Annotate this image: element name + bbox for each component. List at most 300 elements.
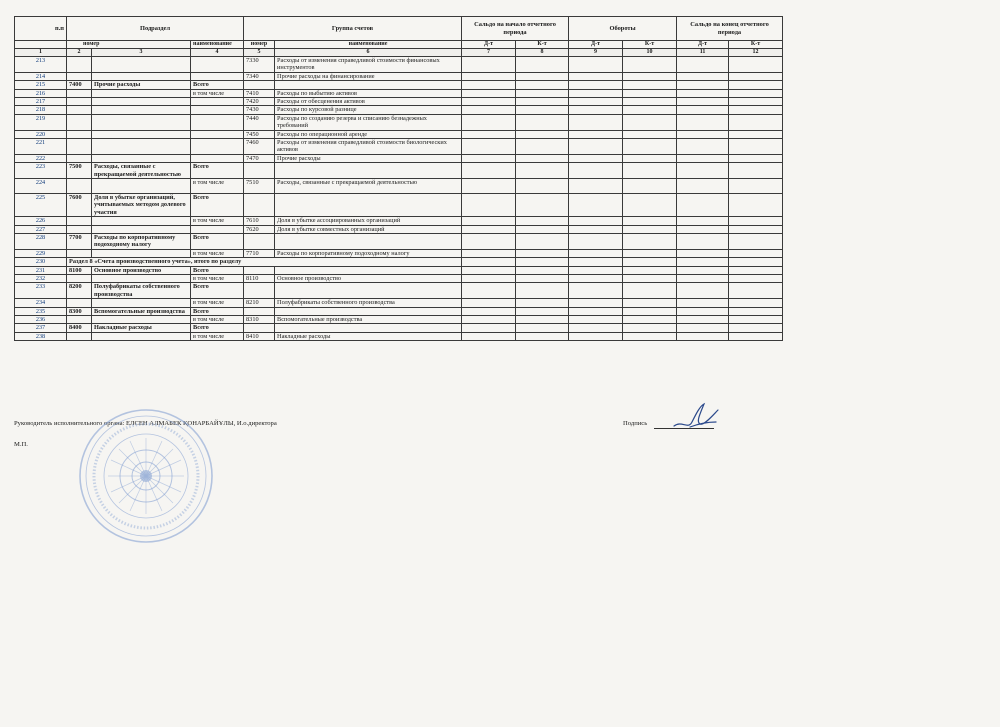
table-row: [15, 139, 783, 155]
column-index-3: 3: [92, 49, 191, 57]
account-number: [244, 324, 275, 332]
subsection-number: 7700: [67, 233, 92, 249]
subsection-name: Расходы по корпоративному подоходному налогу: [92, 233, 191, 249]
column-index-10: 10: [623, 49, 677, 57]
amount-cell: [623, 332, 677, 340]
account-number: 7610: [244, 217, 275, 225]
row-number: 229: [15, 249, 67, 257]
trial-balance-table: [14, 16, 783, 341]
amount-cell: [516, 89, 569, 97]
amount-cell: [462, 81, 516, 89]
amount-cell: [462, 274, 516, 282]
header-dt1: Д-т: [462, 41, 516, 49]
amount-cell: [516, 258, 569, 266]
column-index-4: 4: [191, 49, 244, 57]
amount-cell: [516, 225, 569, 233]
subsection-number: [67, 179, 92, 194]
amount-cell: [569, 266, 623, 274]
total-label: [191, 139, 244, 155]
amount-cell: [516, 154, 569, 162]
amount-cell: [462, 324, 516, 332]
row-number: 228: [15, 233, 67, 249]
amount-cell: [462, 154, 516, 162]
amount-cell: [516, 283, 569, 299]
amount-cell: [677, 163, 729, 179]
amount-cell: [623, 72, 677, 80]
amount-cell: [729, 299, 783, 307]
subsection-name: Доля в убытке организаций, учитываемых методом долевого участия: [92, 193, 191, 216]
amount-cell: [623, 179, 677, 194]
amount-cell: [516, 81, 569, 89]
amount-cell: [677, 332, 729, 340]
amount-cell: [623, 163, 677, 179]
amount-cell: [623, 114, 677, 130]
total-label: Всего: [191, 266, 244, 274]
subsection-name: [92, 225, 191, 233]
table-row: [15, 163, 783, 179]
amount-cell: [569, 154, 623, 162]
amount-cell: [623, 139, 677, 155]
row-number: 226: [15, 217, 67, 225]
subsection-name: [92, 217, 191, 225]
row-number: 220: [15, 130, 67, 138]
account-name: Расходы по выбытию активов: [275, 89, 462, 97]
account-name: Расходы по созданию резерва и списанию безнадежных требований: [275, 114, 462, 130]
column-index-7: 7: [462, 49, 516, 57]
total-label: [191, 225, 244, 233]
amount-cell: [729, 139, 783, 155]
row-number: 238: [15, 332, 67, 340]
account-name: Расходы по корпоративному подоходному налогу: [275, 249, 462, 257]
amount-cell: [677, 274, 729, 282]
amount-cell: [516, 163, 569, 179]
amount-cell: [569, 315, 623, 323]
account-name: Прочие расходы: [275, 154, 462, 162]
amount-cell: [729, 81, 783, 89]
column-index-2: 2: [67, 49, 92, 57]
amount-cell: [677, 57, 729, 73]
header-kt1: К-т: [516, 41, 569, 49]
table-row: [15, 315, 783, 323]
amount-cell: [623, 106, 677, 114]
table-row: [15, 249, 783, 257]
row-number: 236: [15, 315, 67, 323]
amount-cell: [462, 332, 516, 340]
amount-cell: [516, 139, 569, 155]
amount-cell: [677, 249, 729, 257]
amount-cell: [462, 193, 516, 216]
amount-cell: [569, 225, 623, 233]
row-number: 230: [15, 258, 67, 266]
total-label: Всего: [191, 283, 244, 299]
subsection-number: 7400: [67, 81, 92, 89]
subsection-number: [67, 106, 92, 114]
account-number: 7420: [244, 98, 275, 106]
header-closing-balance: Сальдо на конец отчетного периода: [677, 17, 783, 41]
amount-cell: [462, 299, 516, 307]
row-number: 235: [15, 307, 67, 315]
amount-cell: [569, 98, 623, 106]
amount-cell: [516, 299, 569, 307]
amount-cell: [677, 89, 729, 97]
amount-cell: [623, 81, 677, 89]
amount-cell: [729, 154, 783, 162]
total-label: Всего: [191, 193, 244, 216]
amount-cell: [569, 233, 623, 249]
header-subsection: Подраздел: [67, 17, 244, 41]
amount-cell: [462, 163, 516, 179]
amount-cell: [729, 98, 783, 106]
account-name: [275, 193, 462, 216]
amount-cell: [623, 324, 677, 332]
account-number: [244, 266, 275, 274]
amount-cell: [462, 225, 516, 233]
subsection-name: [92, 299, 191, 307]
account-name: Расходы от изменения справедливой стоимости финансовых инструментов: [275, 57, 462, 73]
header-blank: [15, 41, 67, 49]
account-name: Расходы по операционной аренде: [275, 130, 462, 138]
amount-cell: [462, 98, 516, 106]
amount-cell: [569, 57, 623, 73]
total-label: Всего: [191, 233, 244, 249]
total-label: [191, 106, 244, 114]
amount-cell: [677, 324, 729, 332]
amount-cell: [462, 307, 516, 315]
table-row: [15, 332, 783, 340]
amount-cell: [729, 233, 783, 249]
amount-cell: [516, 274, 569, 282]
amount-cell: [569, 106, 623, 114]
amount-cell: [623, 258, 677, 266]
subsection-name: [92, 98, 191, 106]
table-row: [15, 233, 783, 249]
account-number: 7460: [244, 139, 275, 155]
amount-cell: [677, 72, 729, 80]
row-number: 234: [15, 299, 67, 307]
amount-cell: [677, 130, 729, 138]
amount-cell: [623, 249, 677, 257]
total-label: Всего: [191, 307, 244, 315]
subsection-number: [67, 98, 92, 106]
account-name: [275, 163, 462, 179]
amount-cell: [677, 266, 729, 274]
amount-cell: [462, 233, 516, 249]
amount-cell: [462, 57, 516, 73]
amount-cell: [462, 258, 516, 266]
amount-cell: [623, 154, 677, 162]
amount-cell: [516, 98, 569, 106]
column-index-11: 11: [677, 49, 729, 57]
total-label: в том числе: [191, 315, 244, 323]
amount-cell: [569, 72, 623, 80]
column-index-5: 5: [244, 49, 275, 57]
account-name: Расходы по курсовой разнице: [275, 106, 462, 114]
total-label: [191, 114, 244, 130]
amount-cell: [677, 258, 729, 266]
amount-cell: [677, 179, 729, 194]
total-label: Всего: [191, 81, 244, 89]
section-title: Раздел 8 «Счета производственного учета», итого по разделу: [67, 258, 462, 266]
amount-cell: [516, 130, 569, 138]
amount-cell: [569, 81, 623, 89]
total-label: в том числе: [191, 217, 244, 225]
row-number: 218: [15, 106, 67, 114]
subsection-number: [67, 57, 92, 73]
amount-cell: [729, 179, 783, 194]
amount-cell: [516, 217, 569, 225]
subsection-number: [67, 225, 92, 233]
table-row: [15, 98, 783, 106]
amount-cell: [462, 315, 516, 323]
amount-cell: [729, 307, 783, 315]
account-number: 8410: [244, 332, 275, 340]
table-row: [15, 283, 783, 299]
amount-cell: [729, 315, 783, 323]
amount-cell: [677, 114, 729, 130]
amount-cell: [729, 274, 783, 282]
table-row: [15, 217, 783, 225]
account-number: [244, 283, 275, 299]
subsection-name: Основное производство: [92, 266, 191, 274]
table-row: [15, 81, 783, 89]
subsection-name: [92, 274, 191, 282]
header-account-group: Группа счетов: [244, 17, 462, 41]
total-label: [191, 130, 244, 138]
amount-cell: [516, 332, 569, 340]
official-seal-icon: [78, 408, 214, 544]
subsection-number: [67, 332, 92, 340]
account-number: 7710: [244, 249, 275, 257]
table-row: [15, 106, 783, 114]
account-number: 7440: [244, 114, 275, 130]
row-number: 213: [15, 57, 67, 73]
subsection-name: Расходы, связанные с прекращаемой деятельностью: [92, 163, 191, 179]
table-row: [15, 274, 783, 282]
account-name: Расходы от обесценения активов: [275, 98, 462, 106]
account-name: Прочие расходы на финансирование: [275, 72, 462, 80]
row-number: 219: [15, 114, 67, 130]
subsection-number: [67, 139, 92, 155]
subsection-number: 7500: [67, 163, 92, 179]
account-number: 7620: [244, 225, 275, 233]
amount-cell: [516, 179, 569, 194]
amount-cell: [569, 307, 623, 315]
total-label: в том числе: [191, 332, 244, 340]
subsection-name: Полуфабрикаты собственного производства: [92, 283, 191, 299]
amount-cell: [623, 89, 677, 97]
amount-cell: [462, 72, 516, 80]
amount-cell: [569, 179, 623, 194]
account-name: Доля в убытке ассоциированных организаций: [275, 217, 462, 225]
amount-cell: [462, 89, 516, 97]
subsection-number: [67, 130, 92, 138]
account-name: Основное производство: [275, 274, 462, 282]
amount-cell: [569, 299, 623, 307]
amount-cell: [623, 233, 677, 249]
table-row: [15, 299, 783, 307]
amount-cell: [677, 106, 729, 114]
account-name: Доля в убытке совместных организаций: [275, 225, 462, 233]
amount-cell: [569, 130, 623, 138]
column-index-12: 12: [729, 49, 783, 57]
table-body: [15, 57, 783, 341]
amount-cell: [462, 249, 516, 257]
subsection-number: [67, 72, 92, 80]
amount-cell: [462, 266, 516, 274]
subsection-name: Накладные расходы: [92, 324, 191, 332]
column-index-6: 6: [275, 49, 462, 57]
total-label: [191, 72, 244, 80]
total-label: в том числе: [191, 249, 244, 257]
table-row: [15, 193, 783, 216]
subsection-number: 8400: [67, 324, 92, 332]
amount-cell: [569, 332, 623, 340]
row-number: 224: [15, 179, 67, 194]
subsection-name: [92, 315, 191, 323]
row-number: 237: [15, 324, 67, 332]
subsection-number: [67, 315, 92, 323]
subsection-number: [67, 217, 92, 225]
amount-cell: [462, 139, 516, 155]
subsection-number: [67, 114, 92, 130]
amount-cell: [516, 114, 569, 130]
column-index-1: 1: [15, 49, 67, 57]
account-name: [275, 283, 462, 299]
table-row: [15, 225, 783, 233]
signature-icon: [670, 400, 722, 434]
amount-cell: [729, 249, 783, 257]
account-number: 7340: [244, 72, 275, 80]
head-signature-line: Руководитель исполнительного органа: ЕЛСЕН АЛМАБЕК ҚОНАРБАЙҰЛЫ, И.о.директора: [14, 420, 277, 427]
total-label: в том числе: [191, 299, 244, 307]
amount-cell: [623, 130, 677, 138]
amount-cell: [623, 315, 677, 323]
header-dt3: Д-т: [677, 41, 729, 49]
amount-cell: [569, 324, 623, 332]
subsection-name: [92, 114, 191, 130]
account-number: 7410: [244, 89, 275, 97]
account-name: Полуфабрикаты собственного производства: [275, 299, 462, 307]
account-name: Накладные расходы: [275, 332, 462, 340]
amount-cell: [516, 106, 569, 114]
account-number: 8110: [244, 274, 275, 282]
subsection-name: [92, 332, 191, 340]
amount-cell: [729, 193, 783, 216]
row-number: 222: [15, 154, 67, 162]
amount-cell: [623, 193, 677, 216]
amount-cell: [516, 324, 569, 332]
amount-cell: [623, 98, 677, 106]
row-number: 214: [15, 72, 67, 80]
amount-cell: [623, 274, 677, 282]
header-npp: п.п: [15, 17, 67, 41]
amount-cell: [516, 315, 569, 323]
table-row: [15, 179, 783, 194]
row-number: 217: [15, 98, 67, 106]
amount-cell: [729, 130, 783, 138]
header-kt2: К-т: [623, 41, 677, 49]
amount-cell: [677, 98, 729, 106]
header-sub-number2: номер: [244, 41, 275, 49]
amount-cell: [462, 179, 516, 194]
account-number: 8310: [244, 315, 275, 323]
account-name: [275, 233, 462, 249]
amount-cell: [677, 307, 729, 315]
amount-cell: [729, 106, 783, 114]
column-index-9: 9: [569, 49, 623, 57]
amount-cell: [516, 193, 569, 216]
subsection-number: 8300: [67, 307, 92, 315]
total-label: в том числе: [191, 89, 244, 97]
amount-cell: [729, 114, 783, 130]
account-number: [244, 307, 275, 315]
total-label: Всего: [191, 163, 244, 179]
account-name: [275, 307, 462, 315]
row-number: 223: [15, 163, 67, 179]
table-row: [15, 266, 783, 274]
amount-cell: [729, 225, 783, 233]
subsection-name: Вспомогательные производства: [92, 307, 191, 315]
header-kt3: К-т: [729, 41, 783, 49]
amount-cell: [516, 72, 569, 80]
amount-cell: [569, 217, 623, 225]
amount-cell: [569, 114, 623, 130]
account-number: 7430: [244, 106, 275, 114]
amount-cell: [677, 233, 729, 249]
amount-cell: [462, 217, 516, 225]
amount-cell: [729, 89, 783, 97]
amount-cell: [729, 72, 783, 80]
account-name: Расходы, связанные с прекращаемой деятельностью: [275, 179, 462, 194]
account-number: [244, 163, 275, 179]
amount-cell: [569, 249, 623, 257]
table-row: [15, 130, 783, 138]
amount-cell: [729, 258, 783, 266]
subsection-name: [92, 154, 191, 162]
table-row: [15, 57, 783, 73]
row-number: 232: [15, 274, 67, 282]
row-number: 221: [15, 139, 67, 155]
total-label: [191, 98, 244, 106]
total-label: [191, 154, 244, 162]
account-number: 7470: [244, 154, 275, 162]
account-name: Расходы от изменения справедливой стоимости биологических активов: [275, 139, 462, 155]
amount-cell: [623, 57, 677, 73]
header-turnover: Обороты: [569, 17, 677, 41]
amount-cell: [677, 283, 729, 299]
amount-cell: [729, 283, 783, 299]
amount-cell: [462, 106, 516, 114]
amount-cell: [462, 114, 516, 130]
amount-cell: [729, 332, 783, 340]
table-row: [15, 307, 783, 315]
subsection-name: Прочие расходы: [92, 81, 191, 89]
row-number: 231: [15, 266, 67, 274]
total-label: в том числе: [191, 274, 244, 282]
account-number: [244, 81, 275, 89]
subsection-number: [67, 299, 92, 307]
subsection-number: 8200: [67, 283, 92, 299]
subsection-name: [92, 130, 191, 138]
amount-cell: [516, 266, 569, 274]
amount-cell: [569, 274, 623, 282]
row-number: 216: [15, 89, 67, 97]
subsection-name: [92, 89, 191, 97]
amount-cell: [729, 324, 783, 332]
amount-cell: [569, 258, 623, 266]
row-number: 225: [15, 193, 67, 216]
amount-cell: [677, 217, 729, 225]
